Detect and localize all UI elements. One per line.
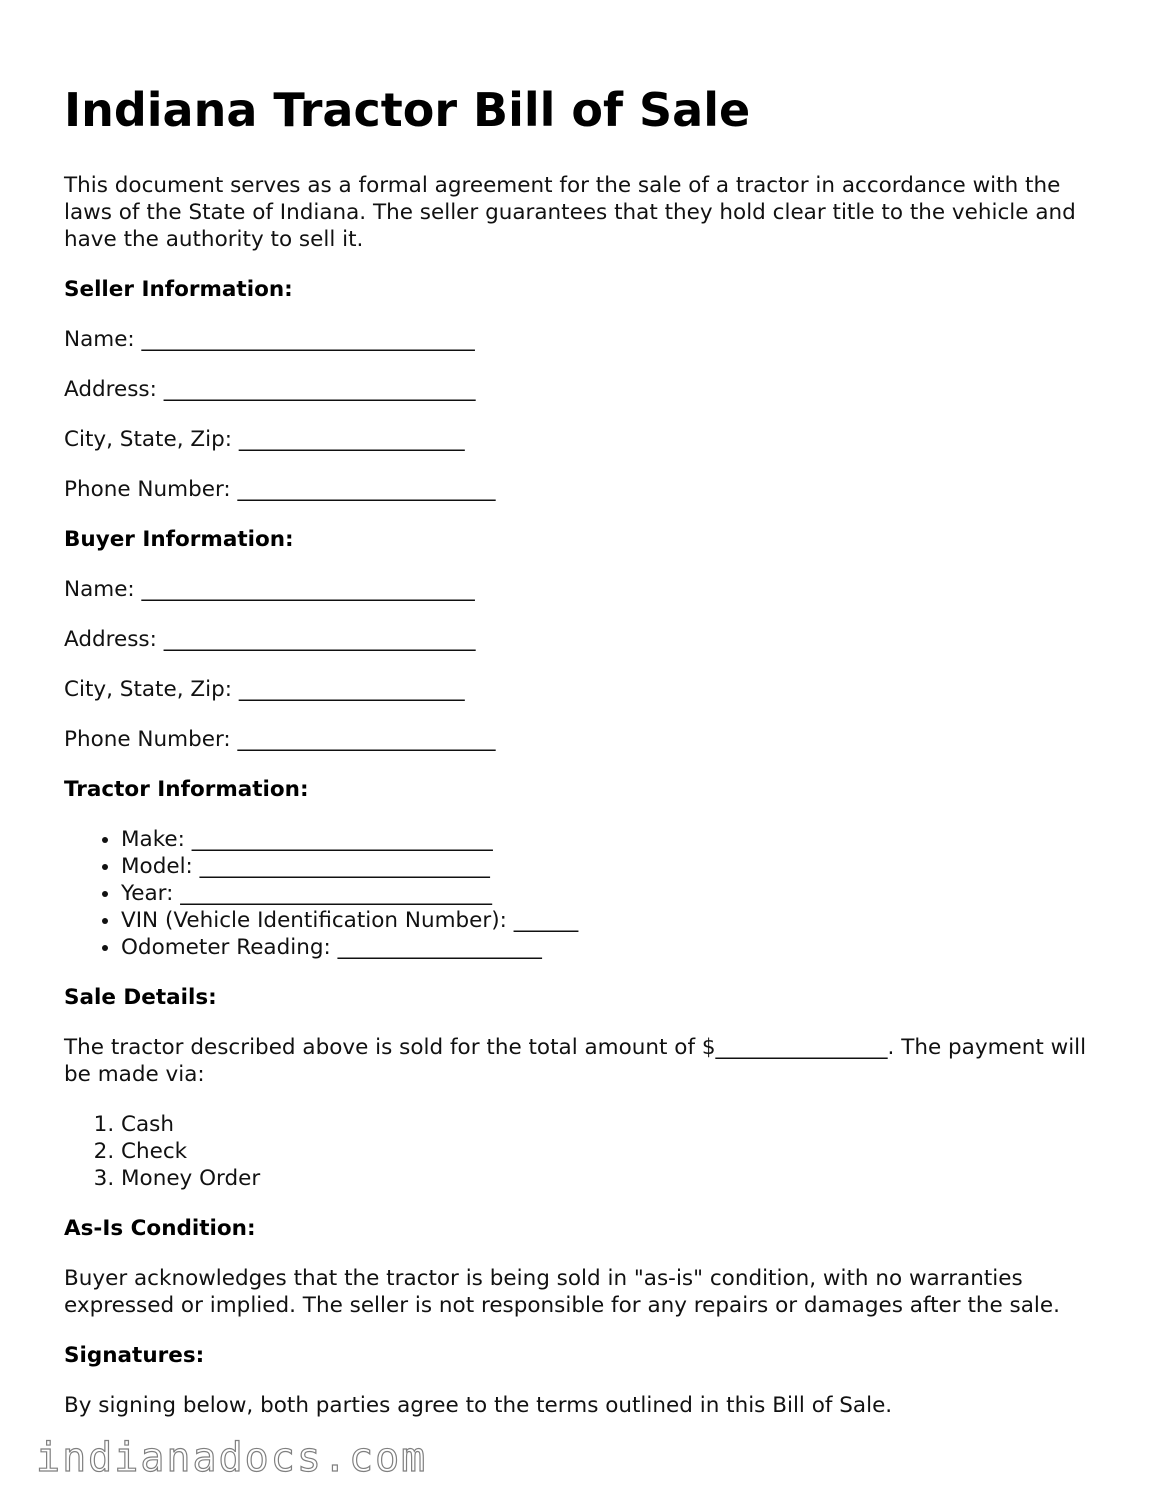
payment-method-item: 3. Money Order (121, 1165, 1094, 1192)
tractor-make-item: • Make: ____________________________ (121, 826, 1094, 853)
sale-heading: Sale Details: (64, 985, 217, 1010)
payment-method-item: 1. Cash (121, 1111, 1094, 1138)
document-title: Indiana Tractor Bill of Sale (64, 83, 751, 137)
buyer-address-field: Address: _____________________________ (64, 627, 476, 652)
seller-name-field: Name: _______________________________ (64, 327, 475, 352)
condition-heading: As-Is Condition: (64, 1216, 256, 1241)
signatures-text: By signing below, both parties agree to the terms outlined in this Bill of Sale. (64, 1393, 893, 1418)
tractor-info-list (64, 826, 1094, 961)
tractor-model-item: • Model: ___________________________ (121, 853, 1094, 880)
tractor-heading: Tractor Information: (64, 777, 309, 802)
buyer-city-field: City, State, Zip: _____________________ (64, 677, 465, 702)
buyer-name-field: Name: _______________________________ (64, 577, 475, 602)
seller-address-field: Address: _____________________________ (64, 377, 476, 402)
document-page (64, 78, 1094, 1419)
tractor-odometer-item: • Odometer Reading: ___________________ (121, 934, 1094, 961)
seller-city-field: City, State, Zip: _____________________ (64, 427, 465, 452)
signatures-heading: Signatures: (64, 1343, 205, 1368)
tractor-year-item: • Year: _____________________________ (121, 880, 1094, 907)
seller-heading: Seller Information: (64, 277, 293, 302)
intro-paragraph: This document serves as a formal agreement for the sale of a tractor in accordance with the laws of the State of Indiana. The seller guarantees that they hold clear title to the vehicle and have the authority to sell it. (64, 173, 1076, 252)
sale-text: The tractor described above is sold for the total amount of $________________. The payment will be made via: (64, 1035, 1087, 1087)
tractor-vin-item: • VIN (Vehicle Identification Number): ______ (121, 907, 1094, 934)
condition-text: Buyer acknowledges that the tractor is being sold in "as-is" condition, with no warranties expressed or implied. The seller is not responsible for any repairs or damages after the sale. (64, 1266, 1060, 1318)
watermark-logo: indianadocs.com (36, 1435, 428, 1481)
buyer-phone-field: Phone Number: ________________________ (64, 727, 496, 752)
payment-methods-list (64, 1111, 1094, 1192)
buyer-heading: Buyer Information: (64, 527, 294, 552)
seller-phone-field: Phone Number: ________________________ (64, 477, 496, 502)
payment-method-item: 2. Check (121, 1138, 1094, 1165)
